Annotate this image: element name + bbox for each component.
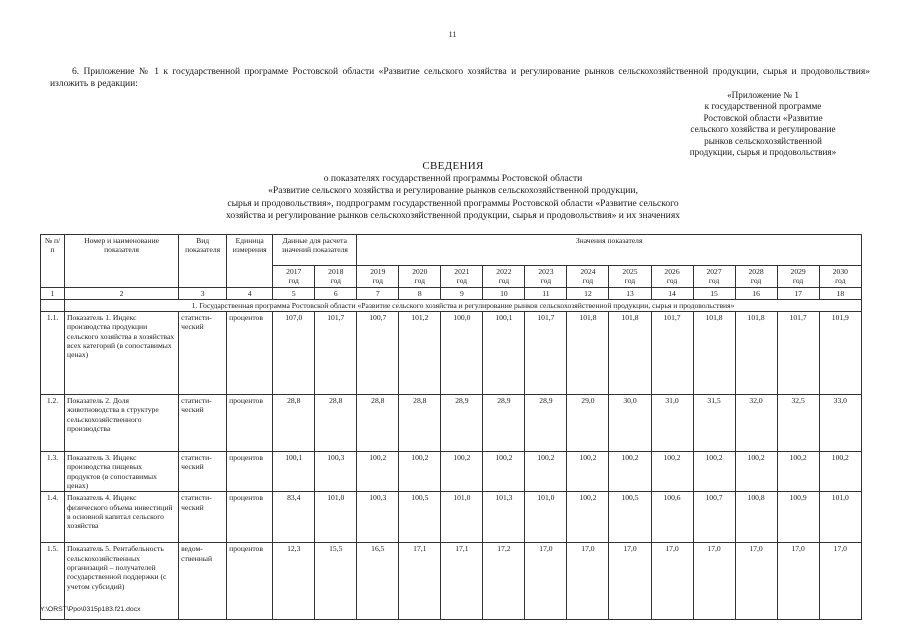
indicator-name: Показатель 2. Доля животноводства в структуре сельскохозяйственного производства xyxy=(65,395,179,452)
indicator-unit: процентов xyxy=(227,492,273,543)
indicator-name: Показатель 5. Рентабельность сельскохозяйственных организаций – получателей государственной поддержки (с учетом субсидий) xyxy=(65,543,179,620)
value-cell: 100,2 xyxy=(567,452,609,492)
value-cell: 100,8 xyxy=(735,492,777,543)
year-value: 2021 xyxy=(454,267,470,276)
document-heading xyxy=(150,160,756,223)
heading-line: «Развитие сельского хозяйства и регулирование рынков сельскохозяйственной продукции, xyxy=(268,185,638,197)
value-cell: 100,5 xyxy=(609,492,651,543)
table-body xyxy=(41,312,862,620)
value-cell: 31,5 xyxy=(693,395,735,452)
value-cell: 17,0 xyxy=(735,543,777,620)
column-number: 15 xyxy=(693,287,735,299)
year-header xyxy=(399,266,441,288)
value-cell: 100,3 xyxy=(315,452,357,492)
indicator-kind: статисти-ческий xyxy=(179,395,227,452)
year-value: 2019 xyxy=(370,267,386,276)
value-cell: 101,8 xyxy=(735,312,777,395)
appendix-line: продукции, сырья и продовольствия» xyxy=(689,147,837,158)
year-word: год xyxy=(792,276,804,286)
indicator-unit: процентов xyxy=(227,543,273,620)
value-cell: 100,2 xyxy=(357,452,399,492)
table-row xyxy=(41,395,862,452)
value-cell: 100,2 xyxy=(525,452,567,492)
value-cell: 100,1 xyxy=(273,452,315,492)
year-header xyxy=(315,266,357,288)
value-cell: 33,0 xyxy=(819,395,861,452)
year-header xyxy=(693,266,735,288)
value-cell: 17,0 xyxy=(819,543,861,620)
value-cell: 17,0 xyxy=(609,543,651,620)
header-kind: Вид показателя xyxy=(179,235,227,288)
value-cell: 100,2 xyxy=(651,452,693,492)
value-cell: 28,8 xyxy=(315,395,357,452)
header-name: Номер и наименование показателя xyxy=(65,235,179,288)
value-cell: 101,2 xyxy=(399,312,441,395)
value-cell: 17,0 xyxy=(525,543,567,620)
appendix-line: Ростовской области «Развитие xyxy=(703,112,823,123)
header-values: Значения показателя xyxy=(357,235,862,266)
row-number: 1.2. xyxy=(41,395,65,452)
value-cell: 12,3 xyxy=(273,543,315,620)
page-number: 11 xyxy=(448,30,457,39)
indicator-name: Показатель 4. Индекс физического объема инвестиций в основной капитал сельского хозяйства xyxy=(65,492,179,543)
column-number: 6 xyxy=(315,287,357,299)
column-number: 1 xyxy=(41,287,65,299)
column-number: 5 xyxy=(273,287,315,299)
column-number: 14 xyxy=(651,287,693,299)
value-cell: 101,8 xyxy=(609,312,651,395)
year-value: 2027 xyxy=(706,267,722,276)
value-cell: 100,2 xyxy=(777,452,819,492)
header-base: Данные для расчета значений показателя xyxy=(273,235,357,266)
indicator-kind: ведом-ственный xyxy=(179,543,227,620)
year-header xyxy=(609,266,651,288)
column-number: 8 xyxy=(399,287,441,299)
year-word: год xyxy=(330,276,341,286)
value-cell: 16,5 xyxy=(357,543,399,620)
value-cell: 30,0 xyxy=(609,395,651,452)
column-number: 2 xyxy=(65,287,179,299)
column-number: 11 xyxy=(525,287,567,299)
value-cell: 28,8 xyxy=(357,395,399,452)
value-cell: 100,2 xyxy=(693,452,735,492)
heading-line: хозяйства и регулирование рынков сельскохозяйственной продукции, сырья и продовольствия» и их значениях xyxy=(225,210,681,222)
column-number: 17 xyxy=(777,287,819,299)
year-value: 2017 xyxy=(286,267,302,276)
appendix-reference xyxy=(663,90,863,158)
row-number: 1.3. xyxy=(41,452,65,492)
year-value: 2018 xyxy=(328,267,344,276)
value-cell: 101,8 xyxy=(567,312,609,395)
year-header xyxy=(273,266,315,288)
year-value: 2024 xyxy=(580,267,596,276)
section-row xyxy=(41,299,862,311)
indicator-unit: процентов xyxy=(227,452,273,492)
header-row xyxy=(41,235,862,266)
value-cell: 17,1 xyxy=(399,543,441,620)
value-cell: 100,2 xyxy=(399,452,441,492)
value-cell: 32,0 xyxy=(735,395,777,452)
heading-title: СВЕДЕНИЯ xyxy=(422,160,484,172)
year-word: год xyxy=(624,276,636,286)
year-word: год xyxy=(288,276,299,286)
value-cell: 32,5 xyxy=(777,395,819,452)
column-number: 7 xyxy=(357,287,399,299)
indicator-kind: статисти-ческий xyxy=(179,492,227,543)
year-word: год xyxy=(835,276,846,286)
value-cell: 101,0 xyxy=(525,492,567,543)
indicator-name: Показатель 3. Индекс производства пищевых продуктов (в сопоставимых ценах) xyxy=(65,452,179,492)
year-header xyxy=(567,266,609,288)
value-cell: 17,2 xyxy=(483,543,525,620)
column-number: 13 xyxy=(609,287,651,299)
value-cell: 101,8 xyxy=(693,312,735,395)
section-title: 1. Государственная программа Ростовской области «Развитие сельского хозяйства и регулирование рынков сельскохозяйственной продукции, сырья и продовольствия» xyxy=(65,299,862,311)
table-row xyxy=(41,312,862,395)
year-word: год xyxy=(540,276,552,286)
year-word: год xyxy=(582,276,594,286)
appendix-line: к государственной программе xyxy=(704,101,822,112)
value-cell: 28,8 xyxy=(273,395,315,452)
indicator-unit: процентов xyxy=(227,395,273,452)
table-row xyxy=(41,543,862,620)
row-number: 1.1. xyxy=(41,312,65,395)
year-value: 2020 xyxy=(412,267,428,276)
value-cell: 100,2 xyxy=(567,492,609,543)
value-cell: 17,1 xyxy=(441,543,483,620)
year-word: год xyxy=(456,276,468,286)
table-row xyxy=(41,452,862,492)
year-header xyxy=(357,266,399,288)
value-cell: 101,9 xyxy=(819,312,861,395)
value-cell: 101,7 xyxy=(651,312,693,395)
year-value: 2026 xyxy=(664,267,680,276)
value-cell: 101,7 xyxy=(525,312,567,395)
indicator-kind: статисти-ческий xyxy=(179,312,227,395)
appendix-line: «Приложение № 1 xyxy=(727,90,799,100)
value-cell: 100,3 xyxy=(357,492,399,543)
value-cell: 101,0 xyxy=(819,492,861,543)
value-cell: 17,0 xyxy=(777,543,819,620)
year-header xyxy=(441,266,483,288)
value-cell: 100,7 xyxy=(357,312,399,395)
header-num: № п/п xyxy=(41,235,65,288)
column-numbers-row xyxy=(41,287,862,299)
value-cell: 101,3 xyxy=(483,492,525,543)
value-cell: 17,0 xyxy=(693,543,735,620)
intro-paragraph: 6. Приложение № 1 к государственной программе Ростовской области «Развитие сельского хозяйства и регулирование рынков сельскохозяйственной продукции, сырья и продовольствия» изложить в редакции: xyxy=(50,67,870,89)
row-number: 1.4. xyxy=(41,492,65,543)
column-number: 18 xyxy=(819,287,861,299)
value-cell: 100,6 xyxy=(651,492,693,543)
indicator-name: Показатель 1. Индекс производства продукции сельского хозяйства в хозяйствах всех категорий (в сопоставимых ценах) xyxy=(65,312,179,395)
value-cell: 101,7 xyxy=(777,312,819,395)
appendix-line: рынков сельскохозяйственной xyxy=(704,135,822,146)
heading-line: сырья и продовольствия», подпрограмм государственной программы Ростовской области «Развитие сельского xyxy=(227,197,679,209)
value-cell: 100,9 xyxy=(777,492,819,543)
value-cell: 100,2 xyxy=(735,452,777,492)
file-path: Y:\ORST\Ppo\0315p183.f21.docx xyxy=(40,606,141,613)
value-cell: 17,0 xyxy=(651,543,693,620)
year-word: год xyxy=(498,276,510,286)
value-cell: 15,5 xyxy=(315,543,357,620)
year-header xyxy=(651,266,693,288)
heading-line: о показателях государственной программы Ростовской области xyxy=(323,172,583,184)
table-row xyxy=(41,492,862,543)
value-cell: 17,0 xyxy=(567,543,609,620)
indicator-kind: статисти-ческий xyxy=(179,452,227,492)
value-cell: 28,8 xyxy=(399,395,441,452)
column-number: 10 xyxy=(483,287,525,299)
year-value: 2022 xyxy=(496,267,512,276)
value-cell: 31,0 xyxy=(651,395,693,452)
value-cell: 100,2 xyxy=(483,452,525,492)
value-cell: 100,7 xyxy=(693,492,735,543)
year-header xyxy=(819,266,861,288)
year-header xyxy=(483,266,525,288)
column-number: 9 xyxy=(441,287,483,299)
value-cell: 28,9 xyxy=(441,395,483,452)
header-unit: Единица измерения xyxy=(227,235,273,288)
row-number: 1.5. xyxy=(41,543,65,620)
year-word: год xyxy=(708,276,720,286)
year-header xyxy=(525,266,567,288)
value-cell: 28,9 xyxy=(483,395,525,452)
value-cell: 100,0 xyxy=(441,312,483,395)
value-cell: 100,2 xyxy=(609,452,651,492)
column-number: 4 xyxy=(227,287,273,299)
column-number: 3 xyxy=(179,287,227,299)
value-cell: 100,2 xyxy=(819,452,861,492)
indicators-table xyxy=(40,234,862,620)
value-cell: 101,0 xyxy=(441,492,483,543)
year-header xyxy=(735,266,777,288)
year-value: 2030 xyxy=(832,267,848,276)
value-cell: 101,7 xyxy=(315,312,357,395)
value-cell: 100,1 xyxy=(483,312,525,395)
indicator-unit: процентов xyxy=(227,312,273,395)
appendix-line: сельского хозяйства и регулирование xyxy=(690,124,836,135)
year-value: 2025 xyxy=(622,267,638,276)
year-word: год xyxy=(666,276,678,286)
year-header xyxy=(777,266,819,288)
year-word: год xyxy=(414,276,426,286)
year-word: год xyxy=(750,276,762,286)
value-cell: 107,0 xyxy=(273,312,315,395)
value-cell: 29,0 xyxy=(567,395,609,452)
column-number: 16 xyxy=(735,287,777,299)
year-value: 2023 xyxy=(538,267,554,276)
value-cell: 28,9 xyxy=(525,395,567,452)
column-number: 12 xyxy=(567,287,609,299)
value-cell: 100,5 xyxy=(399,492,441,543)
value-cell: 101,0 xyxy=(315,492,357,543)
value-cell: 83,4 xyxy=(273,492,315,543)
value-cell: 100,2 xyxy=(441,452,483,492)
year-word: год xyxy=(372,276,383,286)
year-value: 2029 xyxy=(790,267,806,276)
year-value: 2028 xyxy=(748,267,764,276)
